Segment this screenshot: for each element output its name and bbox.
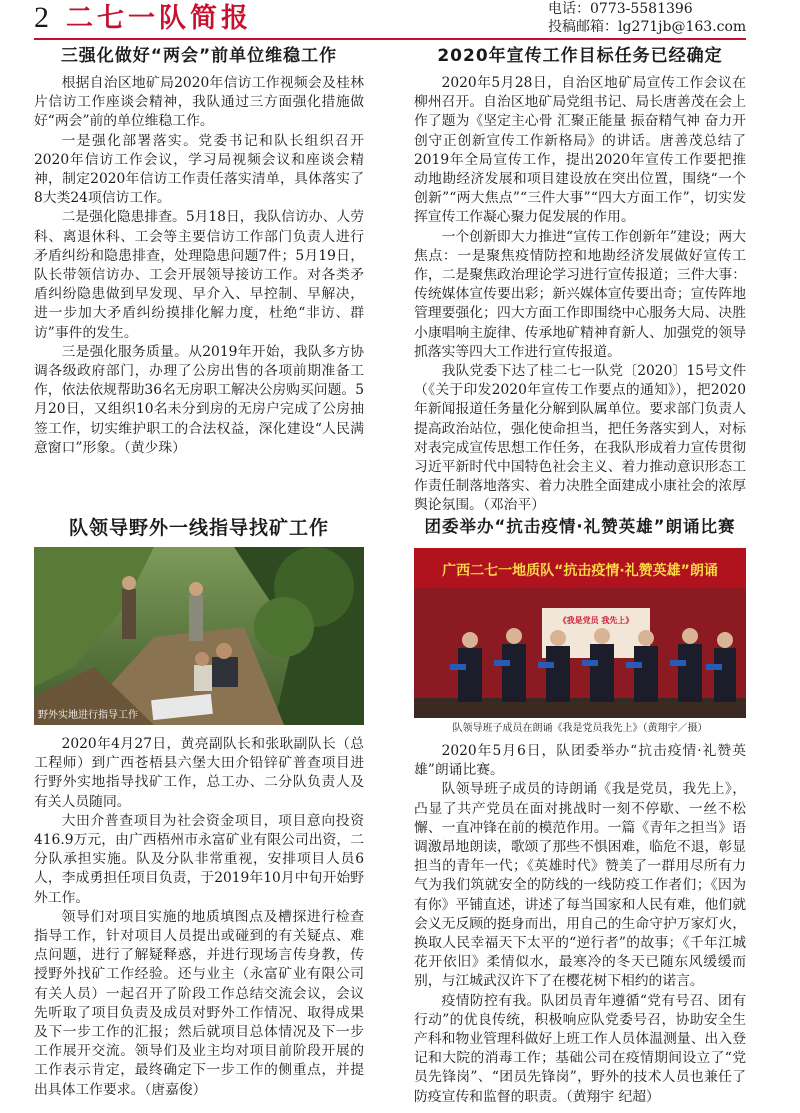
article-paragraph: 队领导班子成员的诗朗诵《我是党员，我先上》，凸显了共产党员在面对挑战时一刻不停歇、一丝不松懈、一直冲锋在前的模范作用。一篇《青年之担当》语调激昂地朗读，歌颂了那些不惧困难，临危不退，彰显担当的青年一代；《英雄时代》赞美了一群用尽所有力气为我们筑就安全的防线的一线防疫工作者们；《因为有你》平铺直述，讲述了每当国家和人民有难，他们就会义无反顾的挺身而出，用自己的生命守护万家灯火，换取人民幸福天下太平的“逆行者”的故事；《千年江城花开依旧》柔情似水，最寒冷的冬天已随东风缓缓而别，与江城武汉许下了在樱花树下相约的诺言。 (414, 781, 746, 990)
photo-caption: 野外实地进行指导工作 (38, 710, 138, 721)
article-langsong (414, 516, 746, 1107)
header-rule (34, 38, 746, 40)
article-yewai (34, 516, 364, 1100)
recital-photo (414, 548, 746, 718)
article-paragraph: 根据自治区地矿局2020年信访工作视频会及桂林片信访工作座谈会精神，我队通过三方面强化措施做好“两会”前的单位维稳工作。 (34, 75, 364, 130)
article-paragraph: 大田介普查项目为社会资金项目，项目意向投资416.9万元，由广西梧州市永富矿业有限公司出资，二分队承担实施。队及分队非常重视，安排项目人员6人，李成勇担任项目负责，于2019年10月中旬开始野外工作。 (34, 812, 364, 906)
article-paragraph: 2020年5月6日，队团委举办“抗击疫情·礼赞英雄”朗诵比赛。 (414, 743, 746, 779)
article-paragraph: 二是强化隐患排查。5月18日，我队信访办、人劳科、离退休科、工会等主要信访工作部门负责人进行矛盾纠纷和隐患排查，处理隐患问题7件；5月19日，队长带领信访办、工会开展领导接访工作。对各类矛盾纠纷隐患做到早发现、早介入、早控制、早解决，进一步加大矛盾纠纷摸排化解力度，杜绝“非访、群访”事件的发生。 (34, 209, 364, 341)
article-paragraph: 领导们对项目实施的地质填图点及槽探进行检查指导工作，针对项目人员提出或碰到的有关疑点、难点问题，进行了解疑释惑，并进行现场言传身教，传授野外找矿工作经验。还与业主（永富矿业有限公司有关人员）一起召开了阶段工作总结交流会议，会议先听取了项目负责及成员对野外工作情况、取得成果及下一步工作的汇报；然后就项目总体情况及下一步工作展开交流。领导们及业主均对项目前阶段开展的工作表示肯定，最终确定下一步工作的侧重点，并提出具体工作要求。（唐嘉俊） (34, 908, 364, 1098)
article-lianghui (34, 45, 364, 458)
phone-text: 电话：0773-5581396 (548, 1, 693, 17)
article-paragraph: 2020年4月27日，黄亮副队长和张耿副队长（总工程师）到广西苍梧县六堡大田介铅锌矿普查项目进行野外实地指导找矿工作，总工办、二分队负责人及有关人员随同。 (34, 736, 364, 810)
field-photo (34, 547, 364, 725)
article-paragraph: 我队党委下达了桂二七一队党〔2020〕15号文件（《关于印发2020年宣传工作要点的通知》），把2020年新闻报道任务量化分解到队属单位。要求部门负责人提高政治站位，强化使命担当，把任务落实到人，对标对表完成宣传思想工作任务，在我队形成着力宣传贯彻习近平新时代中国特色社会主义、着力推动意识形态工作责任制落地落实、着力决胜全面建成小康社会的浓厚舆论氛围。（邓治平） (414, 363, 746, 514)
article-title: 2020年宣传工作目标任务已经确定 (437, 46, 723, 66)
page-number: 2 (34, 1, 49, 34)
article-xuanchuan (414, 45, 746, 516)
paper-name: 二七一队简报 (66, 3, 252, 34)
article-paragraph: 一个创新即大力推进“宣传工作创新年”建设；两大焦点：一是聚焦疫情防控和地勘经济发展做好宣传工作，二是聚焦政治理论学习进行宣传报道；三件大事：传统媒体宣传要出彩；新兴媒体宣传要出奇；宣传阵地管理要强化；四大方面工作即围绕中心服务大局、决胜小康唱响主旋律、传承地矿精神育新人、加强党的领导抓落实等四大工作进行宣传报道。 (414, 228, 746, 360)
photo-caption: 队领导班子成员在朗诵《我是党员我先上》（黄翔宇／摄） (452, 723, 708, 734)
article-paragraph: 2020年5月28日，自治区地矿局宣传工作会议在柳州召开。自治区地矿局党组书记、局长唐善茂在会上作了题为《坚定主心骨 汇聚正能量 振奋精气神 奋力开创守正创新宣传工作新格局》的讲话。唐善茂总结了2019年全局宣传工作，提出2020年宣传工作要把推动地勘经济发展和项目建设放在突出位置，围绕“一个创新”“两大焦点”“三件大事”“四大方面工作”，切实发挥宣传工作凝心聚力促发展的作用。 (414, 75, 746, 226)
article-title: 队领导野外一线指导找矿工作 (68, 517, 329, 539)
contact-info (548, 0, 758, 36)
article-paragraph: 一是强化部署落实。党委书记和队长组织召开2020年信访工作会议，学习局视频会议和座谈会精神，制定2020年信访工作责任落实清单，具体落实了8大类24项信访工作。 (34, 132, 364, 207)
article-title: 三强化做好“两会”前单位维稳工作 (60, 46, 338, 66)
masthead (22, 0, 780, 40)
article-paragraph: 三是强化服务质量。从2019年开始，我队多方协调各级政府部门，办理了公房出售的各项前期准备工作，依法依规帮助36名无房职工解决公房购买问题。5月20日，又组织10名未分到房的无房户完成了公房抽签工作，切实维护职工的合法权益，深化建设“人民满意窗口”形象。（黄少珠） (34, 343, 364, 456)
article-paragraph: 疫情防控有我。队团员青年遵循“党有号召、团有行动”的优良传统，积极响应队党委号召，协助安全生产科和物业管理科做好上班工作人员体温测量、出入登记和大院的消毒工作；基础公司在疫情期间设立了“党员先锋岗”、“团员先锋岗”，野外的技术人员也兼任了防疫宣传和监督的职责。（黄翔宇 纪超） (414, 992, 746, 1105)
screen-text: 《我是党员 我先上》 (558, 616, 634, 625)
banner-text: 广西二七一地质队“抗击疫情·礼赞英雄”朗诵 (442, 563, 718, 579)
article-title: 团委举办“抗击疫情·礼赞英雄”朗诵比赛 (424, 517, 736, 536)
email-text: 投稿邮箱：lg271jb@163.com (548, 19, 747, 35)
